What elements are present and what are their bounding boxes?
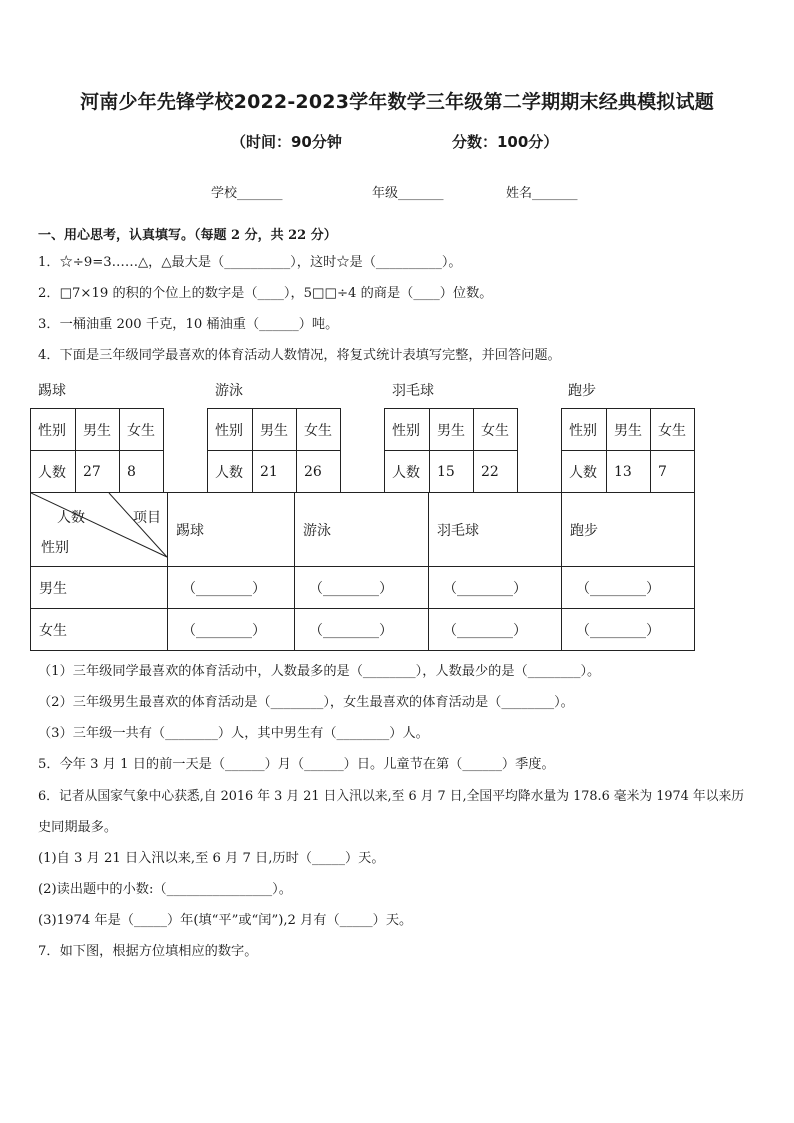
value-cell: 26 (297, 451, 341, 493)
value-cell: 8 (120, 451, 164, 493)
answer-blank[interactable]: （________） (295, 567, 429, 609)
badminton-table (384, 408, 518, 493)
value-cell: 15 (430, 451, 474, 493)
name-field: 姓名_______ (506, 186, 578, 201)
header-cell: 性别 (562, 409, 607, 451)
value-cell: 21 (253, 451, 297, 493)
answer-blank[interactable]: （________） (562, 609, 695, 651)
question-6-3: (3)1974 年是（_____）年(填“平”或“闰”),2 月有（_____）天。 (38, 913, 413, 928)
question-5: 5．今年 3 月 1 日的前一天是（______）月（______）日。儿童节在第（______）季度。 (38, 757, 555, 772)
header-cell: 女生 (474, 409, 518, 451)
answer-blank[interactable]: （________） (429, 609, 562, 651)
answer-blank[interactable]: （________） (168, 567, 295, 609)
question-6: 6．记者从国家气象中心获悉,自 2016 年 3 月 21 日入汛以来,至 6 月 7 日,全国平均降水量为 178.6 毫米为 1974 年以来历 (38, 789, 745, 804)
table-title-swimming: 游泳 (215, 383, 243, 399)
header-cell: 女生 (297, 409, 341, 451)
school-field: 学校_______ (211, 186, 283, 201)
value-cell: 13 (607, 451, 651, 493)
question-6-1: (1)自 3 月 21 日入汛以来,至 6 月 7 日,历时（_____）天。 (38, 851, 385, 866)
header-cell: 男生 (76, 409, 120, 451)
grade-field: 年级_______ (372, 186, 444, 201)
swimming-table (207, 408, 341, 493)
question-4: 4．下面是三年级同学最喜欢的体育活动人数情况，将复式统计表填写完整，并回答问题。 (38, 348, 561, 363)
column-header: 羽毛球 (429, 493, 562, 567)
value-cell: 22 (474, 451, 518, 493)
answer-blank[interactable]: （________） (295, 609, 429, 651)
header-cell: 性别 (208, 409, 253, 451)
header-cell: 女生 (120, 409, 164, 451)
question-7: 7．如下图，根据方位填相应的数字。 (38, 944, 258, 959)
corner-item-label: 项目 (133, 510, 161, 526)
value-cell: 27 (76, 451, 120, 493)
value-cell: 7 (651, 451, 695, 493)
exam-time: （时间：90分钟 (231, 133, 342, 151)
header-cell: 男生 (607, 409, 651, 451)
exam-score: 分数：100分） (452, 133, 559, 151)
question-6-cont: 史同期最多。 (38, 820, 118, 835)
header-cell: 男生 (430, 409, 474, 451)
corner-people-label: 人数 (57, 510, 85, 526)
page-title: 河南少年先锋学校2022-2023学年数学三年级第二学期期末经典模拟试题 (80, 91, 714, 113)
answer-blank[interactable]: （________） (562, 567, 695, 609)
row-label: 人数 (562, 451, 607, 493)
question-3: 3．一桶油重 200 千克，10 桶油重（______）吨。 (38, 317, 339, 332)
header-cell: 女生 (651, 409, 695, 451)
header-cell: 男生 (253, 409, 297, 451)
header-cell: 性别 (31, 409, 76, 451)
football-table (30, 408, 164, 493)
question-1: 1．☆÷9=3……△，△最大是（__________），这时☆是（__________）。 (38, 255, 462, 270)
row-label: 人数 (208, 451, 253, 493)
header-cell: 性别 (385, 409, 430, 451)
row-label-male: 男生 (31, 567, 168, 609)
row-label-female: 女生 (31, 609, 168, 651)
table-title-football: 踢球 (38, 383, 66, 399)
summary-table (30, 492, 695, 651)
running-table (561, 408, 695, 493)
answer-blank[interactable]: （________） (168, 609, 295, 651)
question-2: 2．□7×19 的积的个位上的数字是（____），5□□÷4 的商是（____）位数。 (38, 286, 493, 301)
diagonal-header-cell (31, 493, 168, 567)
row-label: 人数 (385, 451, 430, 493)
question-4-2: （2）三年级男生最喜欢的体育活动是（________），女生最喜欢的体育活动是（________）。 (38, 695, 574, 710)
question-4-3: （3）三年级一共有（________）人，其中男生有（________）人。 (38, 726, 429, 741)
question-4-1: （1）三年级同学最喜欢的体育活动中，人数最多的是（________），人数最少的是（________）。 (38, 664, 601, 679)
table-title-badminton: 羽毛球 (392, 383, 434, 399)
column-header: 游泳 (295, 493, 429, 567)
column-header: 踢球 (168, 493, 295, 567)
row-label: 人数 (31, 451, 76, 493)
question-6-2: (2)读出题中的小数:（________________）。 (38, 882, 292, 897)
column-header: 跑步 (562, 493, 695, 567)
table-title-running: 跑步 (568, 383, 596, 399)
answer-blank[interactable]: （________） (429, 567, 562, 609)
section-heading: 一、用心思考，认真填写。（每题 2 分，共 22 分） (38, 228, 337, 243)
corner-gender-label: 性别 (41, 540, 69, 556)
